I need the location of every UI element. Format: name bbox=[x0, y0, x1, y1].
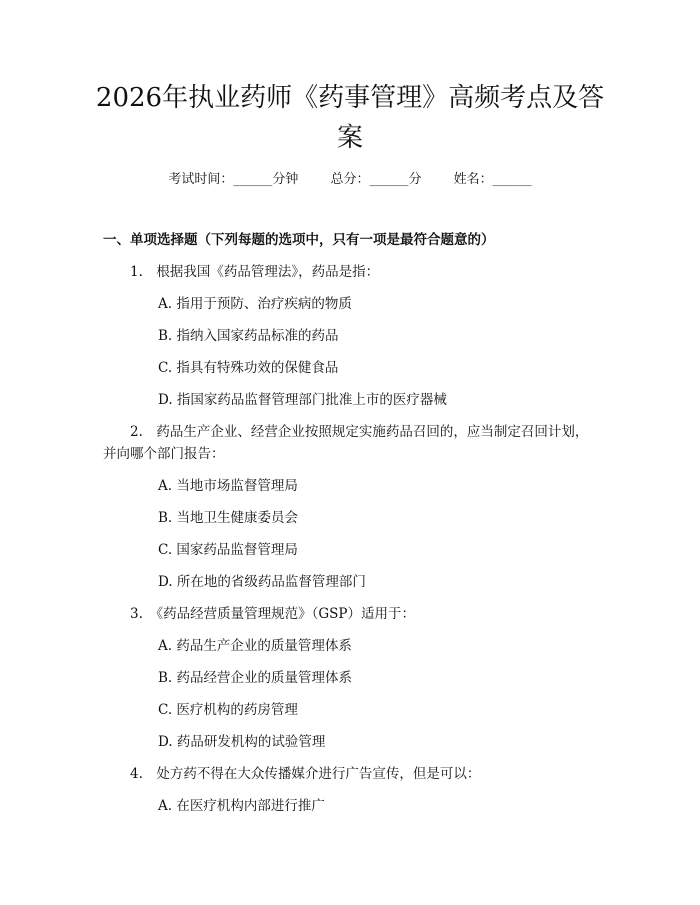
option-b: B. 药品经营企业的质量管理体系 bbox=[158, 670, 353, 686]
total-score: 总分：______分 bbox=[330, 172, 422, 187]
question-stem-continued: 并向哪个部门报告： bbox=[103, 446, 225, 462]
option-b: B. 指纳入国家药品标准的药品 bbox=[158, 328, 339, 344]
question-stem: 4. 处方药不得在大众传播媒介进行广告宣传，但是可以： bbox=[130, 766, 481, 782]
option-b: B. 当地卫生健康委员会 bbox=[158, 510, 299, 526]
question-stem: 3. 《药品经营质量管理规范》（GSP）适用于： bbox=[130, 606, 415, 622]
section-heading: 一、单项选择题（下列每题的选项中，只有一项是最符合题意的） bbox=[103, 232, 495, 248]
exam-time: 考试时间：______分钟 bbox=[168, 172, 299, 187]
option-c: C. 指具有特殊功效的保健食品 bbox=[158, 360, 339, 376]
option-d: D. 药品研发机构的试验管理 bbox=[158, 734, 326, 750]
option-d: D. 指国家药品监督管理部门批准上市的医疗器械 bbox=[158, 392, 447, 408]
option-c: C. 医疗机构的药房管理 bbox=[158, 702, 298, 718]
option-a: A. 当地市场监督管理局 bbox=[158, 478, 298, 494]
student-name: 姓名：______ bbox=[453, 172, 532, 187]
question-stem: 2. 药品生产企业、经营企业按照规定实施药品召回的，应当制定召回计划， bbox=[130, 424, 589, 440]
option-a: A. 在医疗机构内部进行推广 bbox=[158, 798, 325, 814]
option-a: A. 药品生产企业的质量管理体系 bbox=[158, 638, 352, 654]
title-line-1: 2026年执业药师《药事管理》高频考点及答 bbox=[95, 83, 605, 113]
exam-meta bbox=[0, 168, 700, 187]
option-c: C. 国家药品监督管理局 bbox=[158, 542, 298, 558]
option-d: D. 所在地的省级药品监督管理部门 bbox=[158, 574, 366, 590]
title-line-2: 案 bbox=[336, 123, 363, 153]
question-stem: 1. 根据我国《药品管理法》，药品是指： bbox=[130, 264, 380, 280]
document-title bbox=[60, 78, 640, 158]
option-a: A. 指用于预防、治疗疾病的物质 bbox=[158, 296, 352, 312]
